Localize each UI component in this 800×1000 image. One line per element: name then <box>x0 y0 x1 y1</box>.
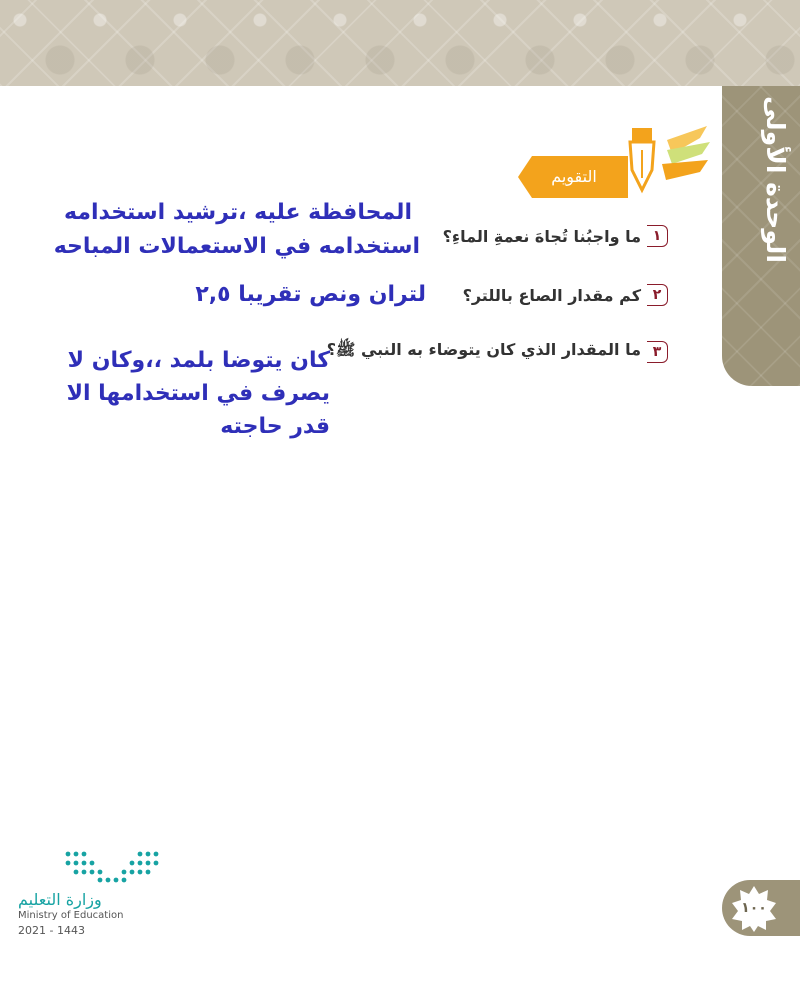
question-text: كم مقدار الصاع باللتر؟ <box>462 285 641 305</box>
question-1 <box>443 225 668 247</box>
question-number: ٢ <box>647 284 668 306</box>
ministry-name-arabic: وزارة التعليم <box>18 890 102 909</box>
ministry-name-english: Ministry of Education <box>18 910 124 921</box>
question-number: ١ <box>647 225 668 247</box>
question-3 <box>327 340 668 363</box>
unit-side-tab <box>722 86 800 386</box>
section-title: التقويم <box>551 167 597 186</box>
answer-3-line-2: يصرف في استخدامها الا <box>66 381 330 406</box>
answer-2: لتران ونص تقريبا ٢,٥ <box>195 282 426 307</box>
question-text: ما المقدار الذي كان يتوضاء به النبي ﷺ؟ <box>326 340 641 359</box>
ministry-year: 2021 - 1443 <box>18 924 85 937</box>
question-2 <box>463 284 668 306</box>
answer-1-line-2: استخدامه في الاستعمالات المباحه <box>53 234 420 259</box>
unit-title: الوحدة الأولى <box>761 96 790 263</box>
answer-1-line-1: المحافظة عليه ،ترشيد استخدامه <box>63 200 412 225</box>
page-number: ١٠٠ <box>741 900 767 916</box>
ministry-logo-icon <box>62 848 162 884</box>
answer-3-line-3: قدر حاجته <box>220 414 330 439</box>
question-text: ما واجبُنا تُجاهَ نعمةِ الماءِ؟ <box>442 226 641 246</box>
question-number: ٣ <box>647 341 668 363</box>
answer-3-line-1: كان يتوضا بلمد ،،وكان لا <box>67 348 330 373</box>
decorative-header-pattern <box>0 0 800 86</box>
